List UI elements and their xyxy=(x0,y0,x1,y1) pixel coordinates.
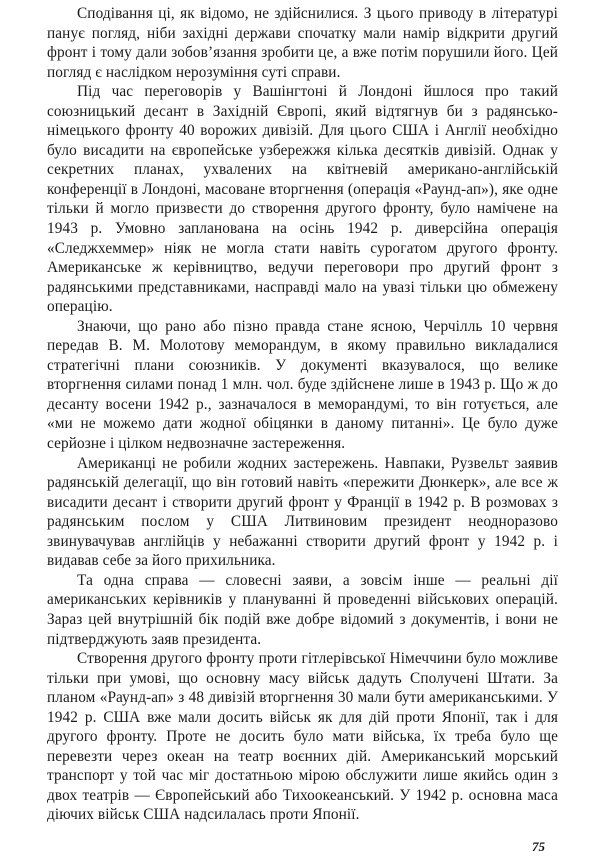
paragraph: Та одна справа — словесні заяви, а зовсім інше — реальні дії американських керівників у плануванні й проведенні військових операцій. Зараз цей внутрішній бік подій вже добре відомий з документів, і вони не підтверджують заяв президента. xyxy=(47,571,558,648)
page-number: 75 xyxy=(532,839,545,854)
paragraph: Створення другого фронту проти гітлерівської Німеччини було можливе тільки при умові, що основну масу військ дадуть Сполучені Штати. За планом «Раунд-ап» з 48 дивізій вторгнення 30 мали бути американськими. У 1942 р. США вже мали досить військ як для дій проти Японії, так і для другого фронту. Проте не досить було мати війська, їх треба було ще перевезти через океан на театр воєнних дій. Американський морський транспорт у той час міг достатньою мірою обслужити лише якийсь один з двох театрів — Європейський або Тихоокеанський. У 1942 р. основна маса діючих військ США надсилалась проти Японії. xyxy=(47,650,558,824)
paragraph: Американці не робили жодних застережень. Навпаки, Рузвельт заявив радянській делегації, що він готовий навіть «пережити Дюнкерк», але все ж висадити десант і створити другий фронт у Франції в 1942 р. В розмовах з радянським послом у США Литвиновим президент неодноразово звинувачував англійців у небажанні створити другий фронт у 1942 р. і видавав себе за його прихильника. xyxy=(47,454,558,570)
paragraph: Знаючи, що рано або пізно правда стане ясною, Черчілль 10 червня передав В. М. Молотову меморандум, в якому правильно викладалися стратегічні плани союзників. У документі вказувалося, що велике вторгнення силами понад 1 млн. чол. буде здійснене лише в 1943 р. Що ж до десанту восени 1942 р., зазначалося в меморандумі, то він готується, але «ми не можемо дати жодної обіцянки в даному питанні». Це було дуже серйозне і цілком недвозначне застереження. xyxy=(47,317,558,453)
paragraph: Під час переговорів у Вашінгтоні й Лондоні йшлося про такий союзницький десант в Західній Європі, який відтягнув би з радянсько-німецького фронту 40 ворожих дивізій. Для цього США і Англії необхідно було висадити на європейське узбережжя кілька десятків дивізій. Однак у секретних планах, ухвалених на квітневій американо-англійській конференції в Лондоні, масоване вторгнення (операція «Раунд-ап»), яке одне тільки й могло призвести до створення другого фронту, було намічене на 1943 р. Умовно запланована на осінь 1942 р. диверсійна операція «Следжхеммер» ніяк не могла стати навіть сурогатом другого фронту. Американське ж керівництво, ведучи переговори про другий фронт з радянськими представниками, насправді мало на увазі тільки цю обмежену операцію. xyxy=(47,83,558,316)
document-page xyxy=(47,4,558,824)
paragraph: Сподівання ці, як відомо, не здійснилися. З цього приводу в літературі панує погляд, ніби західні держави спочатку мали намір відкрити другий фронт і тому дали зобов’язання зробити це, а вже потім порушили його. Цей погляд є наслідком нерозуміння суті справи. xyxy=(47,5,558,81)
